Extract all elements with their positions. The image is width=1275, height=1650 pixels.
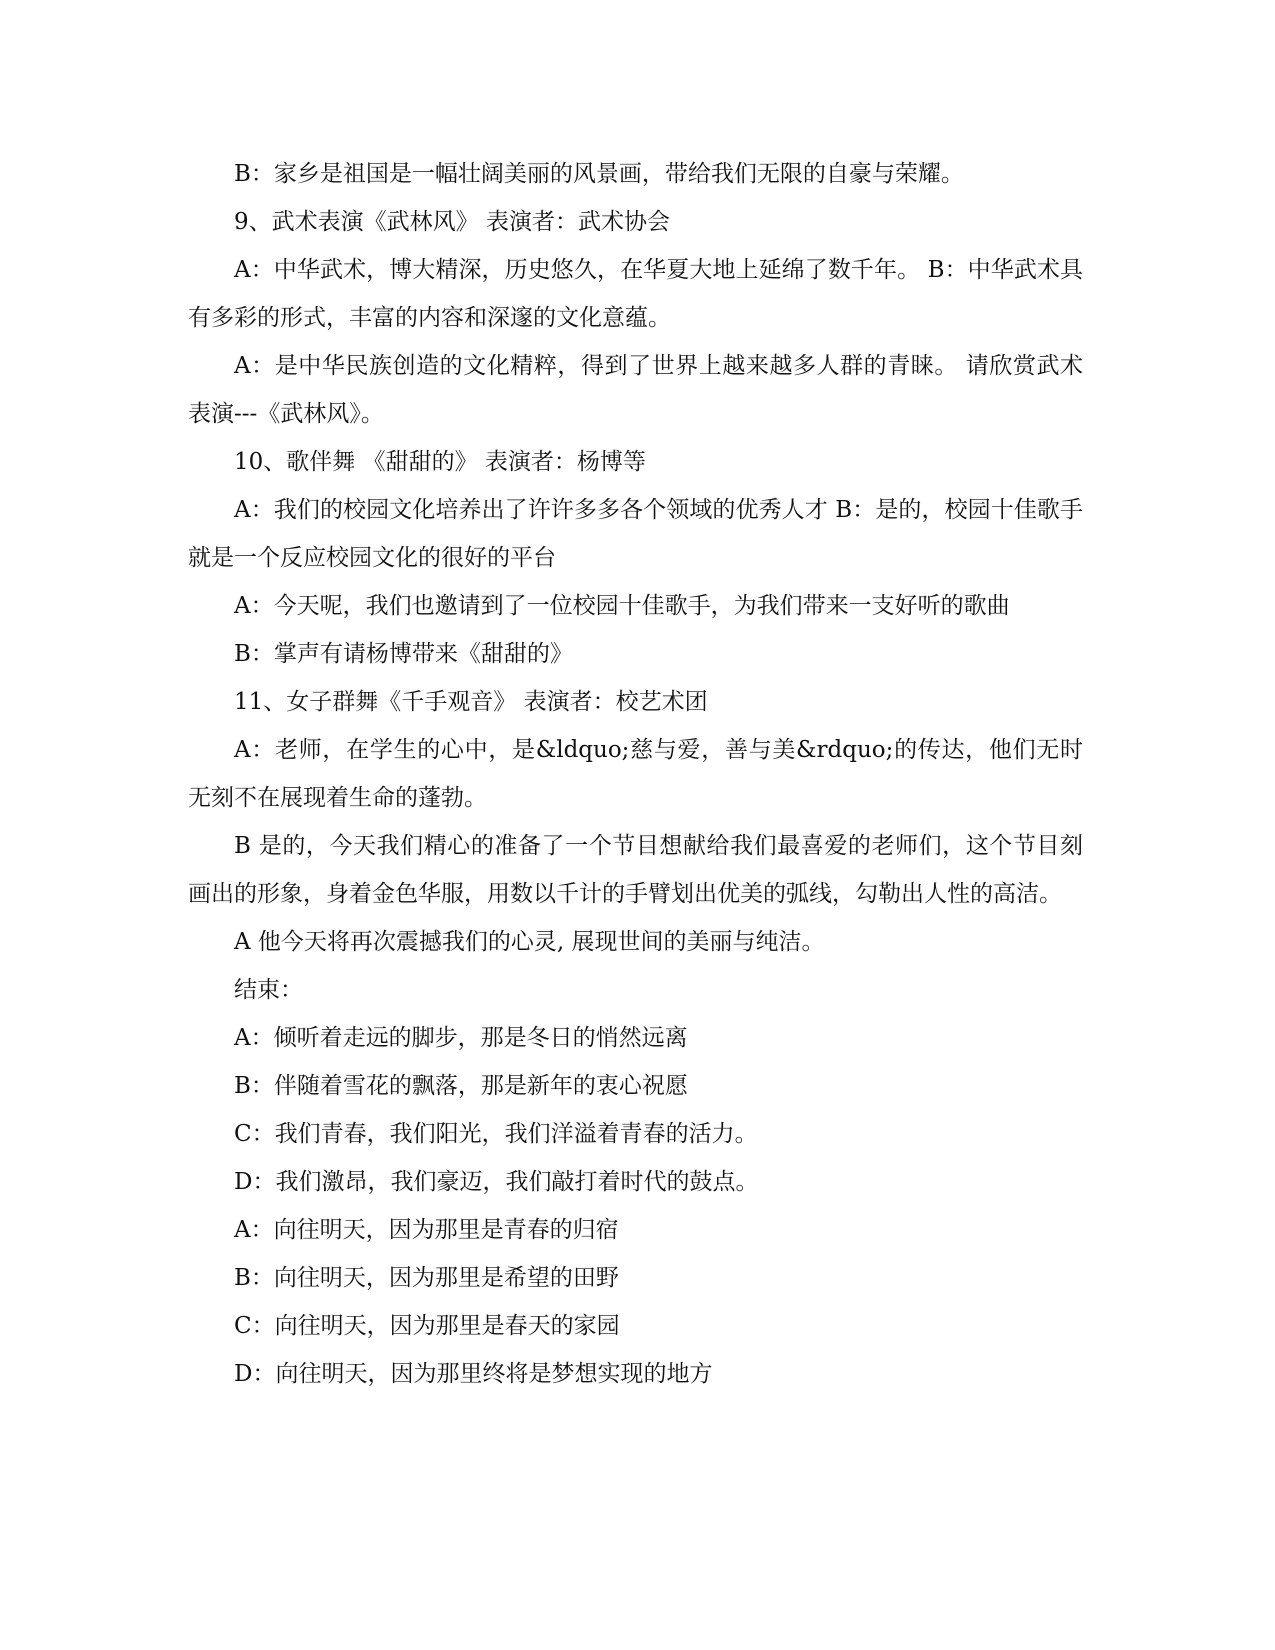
- paragraph: A：中华武术，博大精深，历史悠久，在华夏大地上延绵了数千年。 B：中华武术具有多彩的形式，丰富的内容和深邃的文化意蕴。: [188, 257, 1083, 331]
- paragraph: A：我们的校园文化培养出了许许多多各个领域的优秀人才 B：是的，校园十佳歌手就是一个反应校园文化的很好的平台: [188, 497, 1083, 571]
- section-heading: 结束：: [234, 977, 303, 1003]
- paragraph: C：向往明天，因为那里是春天的家园: [234, 1313, 620, 1339]
- paragraph: A：是中华民族创造的文化精粹，得到了世界上越来越多人群的青睐。 请欣赏武术表演---《武林风》。: [188, 353, 1083, 427]
- program-heading: 11、女子群舞《千手观音》 表演者：校艺术团: [234, 689, 708, 715]
- paragraph: A 他今天将再次震撼我们的心灵, 展现世间的美丽与纯洁。: [234, 929, 825, 955]
- paragraph: D：我们激昂，我们豪迈，我们敲打着时代的鼓点。: [234, 1169, 759, 1195]
- paragraph: A：老师，在学生的心中，是&ldquo;慈与爱，善与美&rdquo;的传达，他们无时无刻不在展现着生命的蓬勃。: [188, 737, 1083, 811]
- paragraph: A：倾听着走远的脚步，那是冬日的悄然远离: [234, 1025, 688, 1051]
- paragraph: A：向往明天，因为那里是青春的归宿: [234, 1217, 619, 1243]
- paragraph: B：家乡是祖国是一幅壮阔美丽的风景画，带给我们无限的自豪与荣耀。: [234, 161, 964, 187]
- document-body: [188, 150, 1083, 1398]
- paragraph: B：向往明天，因为那里是希望的田野: [234, 1265, 619, 1291]
- paragraph: A：今天呢，我们也邀请到了一位校园十佳歌手，为我们带来一支好听的歌曲: [234, 593, 1010, 619]
- paragraph: B：伴随着雪花的飘落，那是新年的衷心祝愿: [234, 1073, 688, 1099]
- paragraph: C：我们青春，我们阳光，我们洋溢着青春的活力。: [234, 1121, 758, 1147]
- paragraph: B：掌声有请杨博带来《甜甜的》: [234, 641, 573, 667]
- paragraph: D：向往明天，因为那里终将是梦想实现的地方: [234, 1361, 713, 1387]
- program-heading: 10、歌伴舞 《甜甜的》 表演者：杨博等: [234, 449, 646, 475]
- paragraph: B 是的，今天我们精心的准备了一个节目想献给我们最喜爱的老师们，这个节目刻画出的形象，身着金色华服，用数以千计的手臂划出优美的弧线，勾勒出人性的高洁。: [188, 833, 1083, 907]
- program-heading: 9、武术表演《武林风》 表演者：武术协会: [234, 209, 670, 235]
